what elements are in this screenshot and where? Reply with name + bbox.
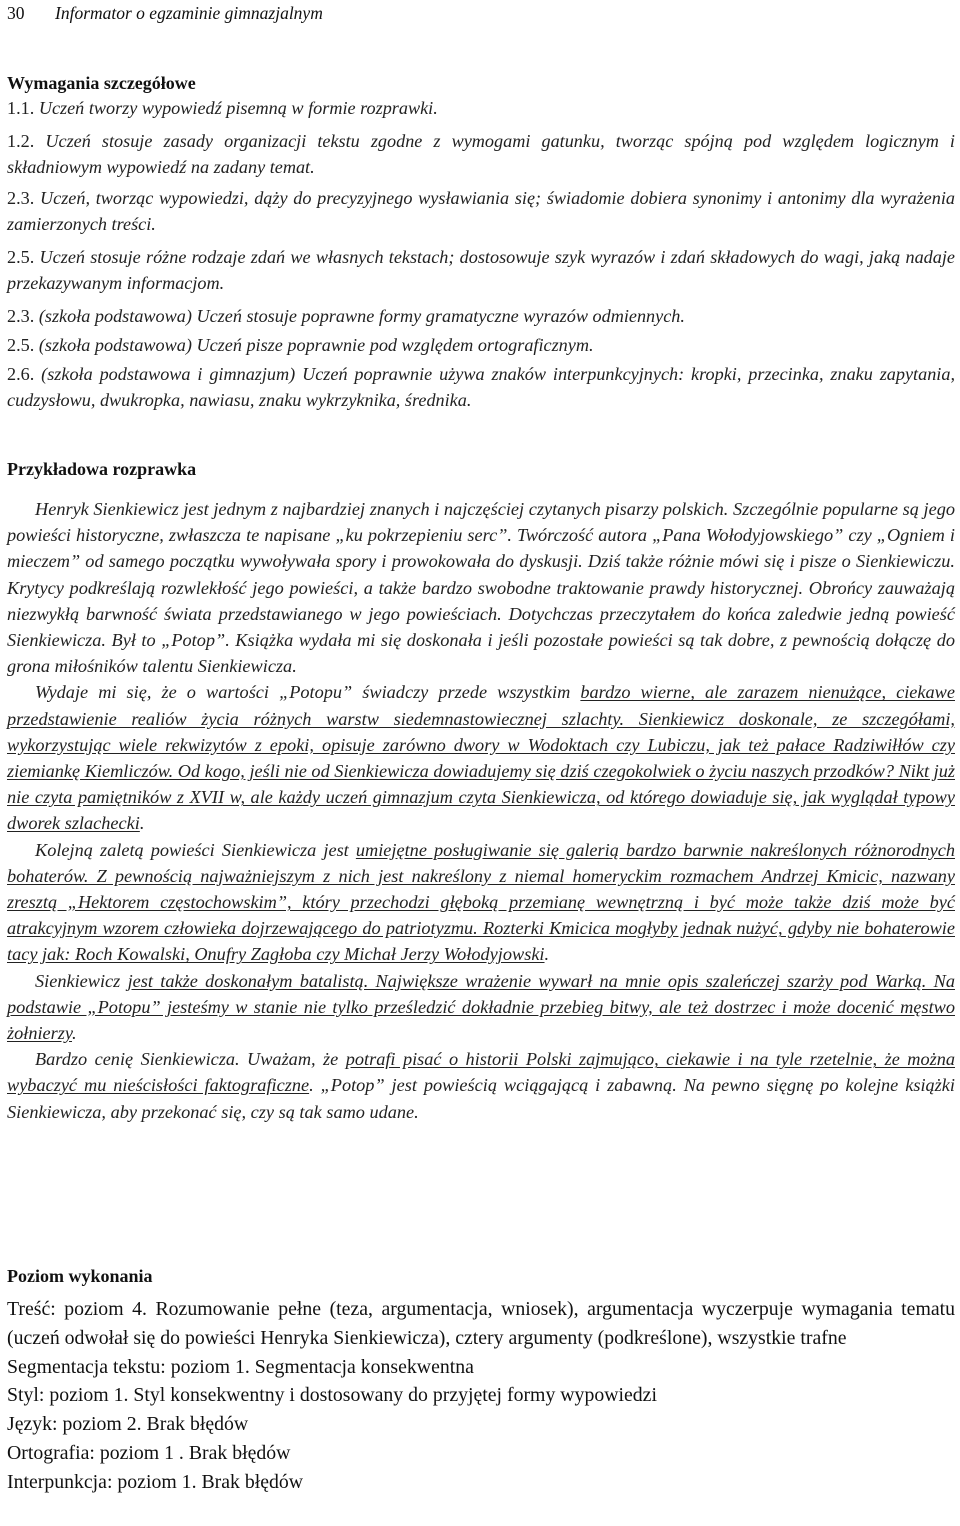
requirement-item: 1.2. Uczeń stosuje zasady organizacji tekstu zgodne z wymogami gatunku, tworząc spójną pod względem logicznym i składniowym wypowiedź na zadany temat. <box>7 131 955 178</box>
requirement-item: 2.5. Uczeń stosuje różne rodzaje zdań we własnych tekstach; dostosowuje szyk wyrazów i zdań składowych do wagi, jaką nadaje przekazywanym informacjom. <box>7 247 955 294</box>
level-orthography: Ortografia: poziom 1 . Brak błędów <box>7 1441 291 1464</box>
essay-heading: Przykładowa rozprawka <box>7 459 197 479</box>
essay-paragraph: Bardzo cenię Sienkiewicza. Uważam, że potrafi pisać o historii Polski zajmująco, ciekawie i na tyle rzetelnie, że można wybaczyć mu nieścisłości faktograficzne. „Potop” jest powieścią wciągającą i zabawną. Na pewno sięgnę po kolejne książki Sienkiewicza, aby przekonać się, czy są tak samo udane. <box>7 1049 955 1122</box>
running-header <box>7 3 323 23</box>
essay-paragraph: Kolejną zaletą powieści Sienkiewicza jest umiejętne posługiwanie się galerią bardzo barwnie nakreślonych różnorodnych bohaterów. Z pewnością najważniejszym z nich jest nakreślony z niemal homeryckim rozmachem Andrzej Kmicic, nazwany zresztą „Hektorem częstochowskim”, który przechodzi głęboką przemianę wewnętrzną i być może także dziś może być atrakcyjnym wzorem człowieka dojrzewającego do patriotyzmu. Rozterki Kmicica mogłyby jednak nużyć, gdyby nie bohaterowie tacy jak: Roch Kowalski, Onufry Zagłoba czy Michał Jerzy Wołodyjowski. <box>7 839 955 965</box>
level-segmentation: Segmentacja tekstu: poziom 1. Segmentacja konsekwentna <box>7 1355 474 1378</box>
level-content: Treść: poziom 4. Rozumowanie pełne (teza, argumentacja, wniosek), argumentacja wyczerpuje wymagania tematu (uczeń odwołał się do powieści Henryka Sienkiewicza), cztery argumenty (podkreślone), wszystkie trafne <box>7 1298 955 1349</box>
underlined-argument: potrafi pisać o historii Polski zajmująco, ciekawie i na tyle rzetelnie, że można wybaczyć mu nieścisłości faktograficzne <box>7 1049 955 1096</box>
header-title: Informator o egzaminie gimnazjalnym <box>55 3 323 23</box>
requirement-item: 1.1. Uczeń tworzy wypowiedź pisemną w formie rozprawki. <box>7 98 438 118</box>
requirements-heading: Wymagania szczegółowe <box>7 73 196 93</box>
underlined-argument: bardzo wierne, ale zarazem nienużące, ciekawe przedstawienie realiów życia różnych warstw siedemnastowiecznej szlachty. Sienkiewicz doskonale, ze szczegółami, wykorzystując wiele rekwizytów z epoki, opisuje zarówno dwory w Wodoktach czy Lubiczu, jak też pałace Radziwiłłów czy ziemiankę Kiemliczów. Od kogo, jeśli nie od Sienkiewicza dowiadujemy się dziś czegokolwiek o życiu naszych przodków? Nikt już nie czyta pamiętników z XVII w, ale każdy uczeń gimnazjum czyta Sienkiewicza, od którego dowiaduje się, jak wyglądał typowy dworek szlachecki <box>7 682 955 834</box>
requirement-item: 2.3. Uczeń, tworząc wypowiedzi, dąży do precyzyjnego wysławiania się; świadomie dobiera synonimy i antonimy dla wyrażenia zamierzonych treści. <box>7 188 955 235</box>
requirement-item: 2.5. (szkoła podstawowa) Uczeń pisze poprawnie pod względem ortograficznym. <box>7 335 594 355</box>
page-number: 30 <box>7 3 25 23</box>
performance-levels <box>7 1295 955 1497</box>
level-language: Język: poziom 2. Brak błędów <box>7 1413 249 1436</box>
levels-heading: Poziom wykonania <box>7 1266 153 1286</box>
essay-paragraph: Henryk Sienkiewicz jest jednym z najbardziej znanych i najczęściej czytanych pisarzy polskich. Szczególnie popularne są jego powieści historyczne, zwłaszcza te napisane „ku pokrzepieniu serc”. Twórczość autora „Pana Wołodyjowskiego” czy „Ogniem i mieczem” od samego początku wywoływała spory i prowokowała do dyskusji. Dziś także różnie mówi się i pisze o Sienkiewiczu. Krytycy podkreślają rozwlekłość jego powieści, a także bardzo swobodne traktowanie prawdy historycznej. Obrońcy zauważają niezwykłą barwność świata przedstawianego w jego powieściach. Dotychczas przeczytałem do końca zaledwie jedną powieść Sienkiewicza. Był to „Potop”. Książka wydała mi się doskonała i jeśli pozostałe powieści są tak dobre, z pewnością dołączę do grona miłośników talentu Sienkiewicza. <box>7 499 955 677</box>
level-punctuation: Interpunkcja: poziom 1. Brak błędów <box>7 1470 304 1493</box>
level-style: Styl: poziom 1. Styl konsekwentny i dostosowany do przyjętej formy wypowiedzi <box>7 1384 657 1407</box>
requirement-item: 2.6. (szkoła podstawowa i gimnazjum) Uczeń poprawnie używa znaków interpunkcyjnych: kropki, przecinka, znaku zapytania, cudzysłowu, dwukropka, nawiasu, znaku wykrzyknika, średnika. <box>7 364 955 411</box>
underlined-argument: jest także doskonałym batalistą. Największe wrażenie wywarł na mnie opis szaleńczej szarży pod Warką. Na podstawie „Potopu” jesteśmy w stanie nie tylko prześledzić dokładnie przebieg bitwy, ale też dostrzec i może docenić męstwo żołnierzy <box>7 970 955 1044</box>
essay-paragraph: Wydaje mi się, że o wartości „Potopu” świadczy przede wszystkim bardzo wierne, ale zarazem nienużące, ciekawe przedstawienie realiów życia różnych warstw siedemnastowiecznej szlachty. Sienkiewicz doskonale, ze szczegółami, wykorzystując wiele rekwizytów z epoki, opisuje zarówno dwory w Wodoktach czy Lubiczu, jak też pałace Radziwiłłów czy ziemiankę Kiemliczów. Od kogo, jeśli nie od Sienkiewicza dowiadujemy się dziś czegokolwiek o życiu naszych przodków? Nikt już nie czyta pamiętników z XVII w, ale każdy uczeń gimnazjum czyta Sienkiewicza, od którego dowiaduje się, jak wyglądał typowy dworek szlachecki. <box>7 682 955 834</box>
requirement-item: 2.3. (szkoła podstawowa) Uczeń stosuje poprawne formy gramatyczne wyrazów odmiennych. <box>7 306 685 326</box>
sample-essay <box>7 496 955 1125</box>
essay-paragraph: Sienkiewicz jest także doskonałym batalistą. Największe wrażenie wywarł na mnie opis szaleńczej szarży pod Warką. Na podstawie „Potopu” jesteśmy w stanie nie tylko prześledzić dokładnie przebieg bitwy, ale też dostrzec i może docenić męstwo żołnierzy. <box>7 970 955 1044</box>
underlined-argument: umiejętne posługiwanie się galerią bardzo barwnie nakreślonych różnorodnych bohaterów. Z pewnością najważniejszym z nich jest nakreślony z niemal homeryckim rozmachem Andrzej Kmicic, nazwany zresztą „Hektorem częstochowskim”, który przechodzi głęboką przemianę wewnętrzną i być może także dziś może być atrakcyjnym wzorem człowieka dojrzewającego do patriotyzmu. Rozterki Kmicica mogłyby jednak nużyć, gdyby nie bohaterowie tacy jak: Roch Kowalski, Onufry Zagłoba czy Michał Jerzy Wołodyjowski <box>7 839 955 965</box>
